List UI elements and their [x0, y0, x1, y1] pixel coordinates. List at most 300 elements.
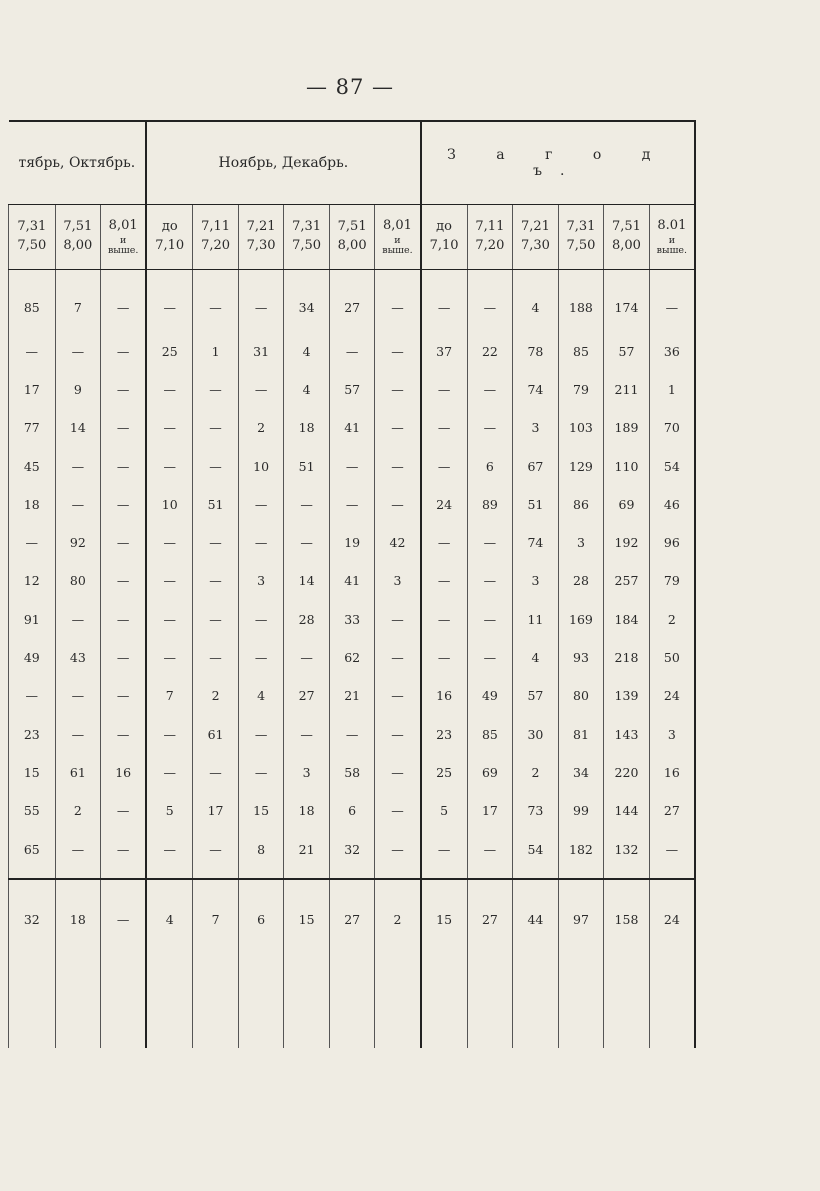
table-row [9, 485, 696, 523]
column-header-line: 7,20 [475, 238, 505, 253]
column-header-line: 7,51 [337, 219, 367, 235]
table-cell: 78 [513, 332, 559, 370]
table-cell: 211 [604, 370, 650, 408]
table-cell: — [467, 270, 513, 333]
table-cell: — [101, 792, 147, 830]
table-cell: — [329, 332, 375, 370]
table-cell: 49 [9, 638, 56, 676]
column-header [467, 205, 513, 270]
table-cell: 34 [284, 270, 330, 333]
column-header-line: 7,50 [566, 238, 596, 253]
table-cell: 10 [146, 485, 193, 523]
total-cell: 44 [513, 879, 559, 958]
table-cell: 144 [604, 792, 650, 830]
total-cell: 7 [193, 879, 239, 958]
table-cell: 21 [329, 677, 375, 715]
column-header [284, 205, 330, 270]
table-cell: — [375, 409, 421, 447]
column-header [421, 205, 468, 270]
table-cell: — [238, 270, 284, 333]
table-cell: — [467, 638, 513, 676]
table-cell: — [649, 270, 695, 333]
column-header [375, 205, 421, 270]
table-cell: 50 [649, 638, 695, 676]
table-cell: 27 [649, 792, 695, 830]
table-cell: — [421, 638, 468, 676]
table-row [9, 792, 696, 830]
table-cell: 41 [329, 409, 375, 447]
total-cell: 24 [649, 879, 695, 958]
table-cell: 23 [421, 715, 468, 753]
table-cell: — [101, 270, 147, 333]
total-cell: 97 [558, 879, 604, 958]
table-cell: 3 [375, 562, 421, 600]
column-header [558, 205, 604, 270]
table-cell: 80 [558, 677, 604, 715]
table-cell: — [101, 600, 147, 638]
table-cell: — [146, 409, 193, 447]
table-cell: 11 [513, 600, 559, 638]
group-header-sept-oct: тябрь, Октябрь. [9, 121, 147, 205]
table-cell: — [101, 370, 147, 408]
column-header-line: до [161, 219, 178, 235]
table-cell: 37 [421, 332, 468, 370]
column-header-line: 8.01 [657, 218, 687, 234]
table-cell: 91 [9, 600, 56, 638]
table-cell: 74 [513, 370, 559, 408]
table-cell: 4 [238, 677, 284, 715]
total-cell: 27 [329, 879, 375, 958]
empty-cell [55, 958, 101, 1048]
table-cell: 70 [649, 409, 695, 447]
table-cell: 73 [513, 792, 559, 830]
table-cell: — [55, 600, 101, 638]
table-cell: — [146, 562, 193, 600]
table-cell: 21 [284, 830, 330, 879]
total-cell: 18 [55, 879, 101, 958]
table-cell: — [193, 600, 239, 638]
table-cell: — [55, 332, 101, 370]
table-cell: 10 [238, 447, 284, 485]
table-cell: 132 [604, 830, 650, 879]
table-cell: 69 [467, 753, 513, 791]
table-cell: 79 [649, 562, 695, 600]
table-cell: 15 [238, 792, 284, 830]
table-cell: 28 [284, 600, 330, 638]
column-header [513, 205, 559, 270]
table-cell: 14 [284, 562, 330, 600]
table-cell: 3 [238, 562, 284, 600]
table-cell: 58 [329, 753, 375, 791]
empty-cell [513, 958, 559, 1048]
table-cell: 92 [55, 523, 101, 561]
table-row [9, 753, 696, 791]
table-cell: 143 [604, 715, 650, 753]
table-cell: 99 [558, 792, 604, 830]
column-header-line: 8,01 [108, 218, 138, 234]
table-cell: 57 [513, 677, 559, 715]
total-cell: 2 [375, 879, 421, 958]
table-cell: 54 [513, 830, 559, 879]
table-cell: 42 [375, 523, 421, 561]
column-header-line: 8,00 [612, 238, 641, 253]
table-row [9, 523, 696, 561]
table-cell: 25 [421, 753, 468, 791]
table-cell: 61 [55, 753, 101, 791]
table-row [9, 830, 696, 879]
table-cell: — [375, 447, 421, 485]
column-header-line: 8,00 [63, 238, 93, 253]
sub-header-row [9, 205, 696, 270]
group-header-total: З а г о д ъ. [421, 121, 695, 205]
table-cell: 12 [9, 562, 56, 600]
table-cell: 54 [649, 447, 695, 485]
empty-cell [146, 958, 193, 1048]
table-row [9, 409, 696, 447]
table-cell: 7 [55, 270, 101, 333]
table-cell: — [193, 409, 239, 447]
table-cell: — [9, 523, 56, 561]
table-cell: — [421, 562, 468, 600]
table-cell: 69 [604, 485, 650, 523]
table-cell: 2 [649, 600, 695, 638]
table-cell: 139 [604, 677, 650, 715]
table-cell: — [101, 485, 147, 523]
table-cell: 192 [604, 523, 650, 561]
table-cell: — [284, 715, 330, 753]
table-cell: — [193, 270, 239, 333]
table-cell: 17 [193, 792, 239, 830]
table-cell: 174 [604, 270, 650, 333]
table-cell: — [146, 715, 193, 753]
table-cell: 85 [558, 332, 604, 370]
table-cell: 9 [55, 370, 101, 408]
table-cell: 85 [467, 715, 513, 753]
table-cell: — [284, 638, 330, 676]
table-cell: — [375, 270, 421, 333]
table-cell: — [55, 677, 101, 715]
table-row [9, 370, 696, 408]
column-header [193, 205, 239, 270]
column-header-line: и [394, 234, 401, 246]
table-cell: 184 [604, 600, 650, 638]
column-header-line: 7,31 [17, 219, 47, 235]
table-cell: 77 [9, 409, 56, 447]
table-cell: 30 [513, 715, 559, 753]
table-cell: — [421, 830, 468, 879]
column-header [329, 205, 375, 270]
table-cell: — [101, 715, 147, 753]
table-cell: 4 [284, 332, 330, 370]
column-header-line: 7,31 [292, 219, 322, 235]
table-cell: — [146, 370, 193, 408]
empty-cell [329, 958, 375, 1048]
table-row [9, 270, 696, 333]
table-cell: — [238, 600, 284, 638]
table-row [9, 638, 696, 676]
table-cell: — [421, 447, 468, 485]
table-cell: — [238, 370, 284, 408]
table-cell: — [101, 562, 147, 600]
table-cell: — [238, 753, 284, 791]
table-cell: — [193, 638, 239, 676]
table-cell: — [101, 677, 147, 715]
table-cell: 55 [9, 792, 56, 830]
table-cell: — [193, 523, 239, 561]
table-cell: 80 [55, 562, 101, 600]
table-cell: 96 [649, 523, 695, 561]
table-cell: — [101, 409, 147, 447]
page-number: — 87 — [305, 75, 395, 99]
table-cell: 189 [604, 409, 650, 447]
table-cell: 1 [649, 370, 695, 408]
total-cell: 32 [9, 879, 56, 958]
table-cell: 7 [146, 677, 193, 715]
table-cell: 2 [193, 677, 239, 715]
table-cell: 51 [284, 447, 330, 485]
empty-cell [558, 958, 604, 1048]
table-cell: — [238, 485, 284, 523]
total-cell: 15 [284, 879, 330, 958]
table-cell: — [375, 830, 421, 879]
table-cell: 57 [604, 332, 650, 370]
table-cell: 57 [329, 370, 375, 408]
table-cell: — [146, 830, 193, 879]
column-header [55, 205, 101, 270]
column-header-line: 7,51 [63, 219, 93, 235]
table-cell: — [375, 370, 421, 408]
table-cell: — [375, 332, 421, 370]
table-cell: — [649, 830, 695, 879]
column-header-line: и [668, 234, 676, 246]
empty-ruled-row [9, 958, 696, 1048]
table-cell: 3 [558, 523, 604, 561]
statistics-table-wrapper [8, 120, 696, 1048]
table-cell: 51 [193, 485, 239, 523]
column-header-line: выше. [656, 245, 688, 257]
column-header-line: 8,00 [337, 238, 367, 253]
group-header-row [9, 121, 696, 205]
table-cell: — [467, 370, 513, 408]
table-cell: — [193, 562, 239, 600]
table-cell: — [329, 715, 375, 753]
table-cell: — [467, 830, 513, 879]
table-cell: 3 [649, 715, 695, 753]
table-cell: — [375, 715, 421, 753]
column-header [604, 205, 650, 270]
table-cell: — [238, 715, 284, 753]
empty-cell [193, 958, 239, 1048]
table-cell: — [193, 830, 239, 879]
table-cell: — [146, 638, 193, 676]
table-cell: 16 [101, 753, 147, 791]
table-cell: 81 [558, 715, 604, 753]
table-cell: 16 [421, 677, 468, 715]
table-cell: 218 [604, 638, 650, 676]
table-cell: — [421, 370, 468, 408]
table-cell: — [375, 677, 421, 715]
table-row [9, 677, 696, 715]
table-cell: — [421, 600, 468, 638]
empty-cell [375, 958, 421, 1048]
table-cell: 46 [649, 485, 695, 523]
table-row [9, 715, 696, 753]
table-cell: 129 [558, 447, 604, 485]
table-cell: — [284, 523, 330, 561]
table-cell: — [375, 485, 421, 523]
table-cell: 62 [329, 638, 375, 676]
column-header-line: выше. [107, 245, 139, 257]
empty-cell [284, 958, 330, 1048]
table-cell: 17 [467, 792, 513, 830]
table-cell: — [55, 485, 101, 523]
table-cell: 36 [649, 332, 695, 370]
column-header [238, 205, 284, 270]
table-cell: — [421, 523, 468, 561]
table-cell: — [101, 523, 147, 561]
column-header-line: и [119, 234, 127, 246]
table-cell: 89 [467, 485, 513, 523]
table-cell: — [238, 523, 284, 561]
table-cell: 86 [558, 485, 604, 523]
table-cell: 5 [146, 792, 193, 830]
table-cell: 41 [329, 562, 375, 600]
table-cell: — [55, 715, 101, 753]
column-header-line: 7,11 [201, 219, 231, 235]
table-cell: 182 [558, 830, 604, 879]
group-header-nov-dec: Ноябрь, Декабрь. [146, 121, 420, 205]
table-cell: — [375, 792, 421, 830]
table-cell: 45 [9, 447, 56, 485]
table-cell: 2 [513, 753, 559, 791]
table-cell: 18 [284, 409, 330, 447]
table-cell: 6 [329, 792, 375, 830]
table-cell: — [467, 409, 513, 447]
total-cell: 6 [238, 879, 284, 958]
table-cell: — [193, 447, 239, 485]
column-header-line: 7,31 [566, 219, 596, 235]
table-cell: 28 [558, 562, 604, 600]
table-cell: 110 [604, 447, 650, 485]
table-cell: — [101, 638, 147, 676]
table-row [9, 447, 696, 485]
table-cell: 49 [467, 677, 513, 715]
column-header-line: 7,21 [246, 219, 276, 235]
column-header-line: 7,51 [612, 219, 641, 235]
empty-cell [101, 958, 147, 1048]
column-header-line: 7,30 [246, 238, 276, 253]
table-cell: 85 [9, 270, 56, 333]
column-header-line: 7,11 [475, 219, 505, 235]
column-header-line: выше. [382, 245, 413, 257]
table-cell: — [193, 753, 239, 791]
column-header-line: 7,10 [155, 238, 185, 253]
table-cell: — [55, 447, 101, 485]
table-row [9, 562, 696, 600]
table-cell: 74 [513, 523, 559, 561]
table-cell: 169 [558, 600, 604, 638]
column-header-line: 7,21 [520, 219, 550, 235]
empty-cell [421, 958, 468, 1048]
table-cell: 1 [193, 332, 239, 370]
table-cell: 19 [329, 523, 375, 561]
table-cell: 4 [284, 370, 330, 408]
total-cell: 27 [467, 879, 513, 958]
table-cell: 3 [513, 562, 559, 600]
table-cell: — [146, 270, 193, 333]
table-cell: — [329, 485, 375, 523]
column-header-line: 7,50 [17, 238, 47, 253]
table-cell: 15 [9, 753, 56, 791]
table-cell: — [101, 830, 147, 879]
table-cell: 6 [467, 447, 513, 485]
table-cell: 51 [513, 485, 559, 523]
table-cell: — [467, 600, 513, 638]
table-cell: 188 [558, 270, 604, 333]
table-cell: — [101, 447, 147, 485]
total-row [9, 879, 696, 958]
column-header [9, 205, 56, 270]
column-header [146, 205, 193, 270]
table-cell: 25 [146, 332, 193, 370]
total-cell: — [101, 879, 147, 958]
table-cell: 93 [558, 638, 604, 676]
empty-cell [649, 958, 695, 1048]
table-cell: 4 [513, 270, 559, 333]
table-cell: — [9, 332, 56, 370]
table-cell: — [375, 600, 421, 638]
table-row [9, 332, 696, 370]
table-cell: 4 [513, 638, 559, 676]
table-cell: 18 [284, 792, 330, 830]
table-cell: — [329, 447, 375, 485]
table-cell: 67 [513, 447, 559, 485]
table-row [9, 600, 696, 638]
table-cell: — [146, 447, 193, 485]
table-cell: 17 [9, 370, 56, 408]
table-cell: 257 [604, 562, 650, 600]
table-cell: 79 [558, 370, 604, 408]
table-cell: 34 [558, 753, 604, 791]
statistics-table [8, 120, 696, 1048]
table-cell: 65 [9, 830, 56, 879]
table-cell: — [421, 270, 468, 333]
table-cell: 18 [9, 485, 56, 523]
empty-cell [238, 958, 284, 1048]
table-cell: — [193, 370, 239, 408]
table-cell: 22 [467, 332, 513, 370]
empty-cell [604, 958, 650, 1048]
empty-cell [467, 958, 513, 1048]
column-header [649, 205, 695, 270]
table-cell: — [238, 638, 284, 676]
table-cell: 61 [193, 715, 239, 753]
table-cell: 33 [329, 600, 375, 638]
table-cell: — [421, 409, 468, 447]
table-cell: 24 [421, 485, 468, 523]
table-cell: 14 [55, 409, 101, 447]
table-cell: 220 [604, 753, 650, 791]
table-cell: 2 [238, 409, 284, 447]
table-cell: — [146, 523, 193, 561]
table-cell: 2 [55, 792, 101, 830]
table-cell: 5 [421, 792, 468, 830]
table-cell: 3 [513, 409, 559, 447]
column-header [101, 205, 147, 270]
table-cell: 8 [238, 830, 284, 879]
table-body [9, 270, 696, 1049]
table-cell: — [146, 753, 193, 791]
